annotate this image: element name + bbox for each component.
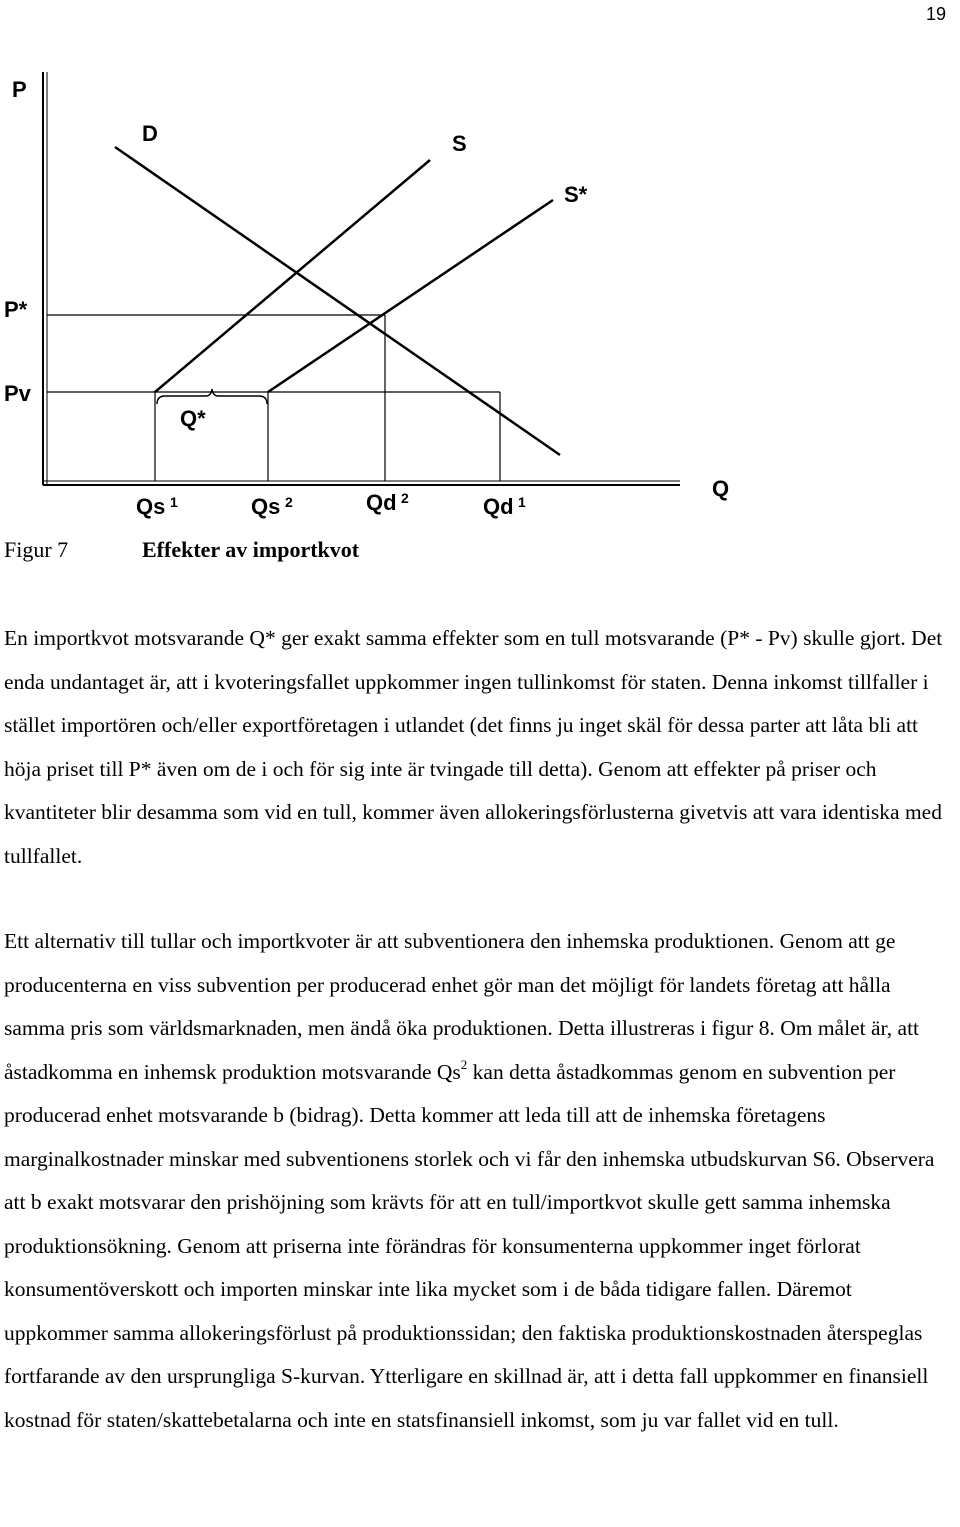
qs1-sup: 1 [170,494,178,510]
qs1-label: Qs [136,494,166,519]
y-axis-label: P [12,77,27,102]
paragraph-1: En importkvot motsvarande Q* ger exakt samma effekter som en tull motsvarande (P* - Pv) skulle gjort. Det enda undantaget är, att i kvoteringsfallet uppkommer ingen tullinkomst för staten. Denna inkomst tillfaller i stället importören och/eller exportföretagen i utlandet (det finns ju inget skäl för dessa parter att låta bli att höja priset till P* även om de i och för sig inte är tvingade till detta). Genom att effekter på priser och kvantiteter blir desamma som vid en tull, kommer även allokeringsförlusterna givetvis att vara identiska med tullfallet. [4,626,943,868]
page-number: 19 [925,4,946,24]
pv-label: Pv [4,381,31,406]
supply-star-curve [268,200,553,392]
supply-star-label: S* [564,182,588,207]
x-axis-label: Q [712,476,730,501]
paragraph-2-part-2: kan detta åstadkommas genom en subvention per producerad enhet motsvarande b (bidrag). Detta kommer att leda till att de inhemska företagens marginalkostnader minskar med subventionens storlek och vi får den inhemska utbudskurvan S6. Observera att b exakt motsvarar den prishöjning som krävts för att en tull/importkvot skulle gett samma inhemska produktionsökning. Genom att priserna inte förändras för konsumenterna uppkommer inget förlorat konsumentöverskott och importen minskar inte lika mycket som i de båda tidigare fallen. Däremot uppkommer samma allokeringsförlust på produktionssidan; den faktiska produktionskostnaden återspeglas fortfarande av den ursprungliga S-kurvan. Ytterligare en skillnad är, att i detta fall uppkommer en finansiell kostnad för staten/skattebetalarna och inte en statsfinansiell inkomst, som ju var fallet vid en tull. [4,1059,935,1432]
supply-label: S [452,131,467,156]
p-star-label: P* [4,297,28,322]
q-star-brace [157,389,267,404]
figure-7-chart [0,60,960,530]
qd2-sup: 2 [401,490,409,506]
q-star-label: Q* [180,406,206,431]
paragraph-2-superscript: 2 [460,1056,468,1072]
qs2-label: Qs [251,494,281,519]
supply-curve [155,160,430,392]
demand-label: D [142,121,158,146]
qs2-sup: 2 [285,494,293,510]
figure-label: Figur 7 [4,537,69,562]
paragraph-2-part-1: Ett alternativ till tullar och importkvoter är att subventionera den inhemska produktionen. Genom att ge producenterna en viss subvention per producerad enhet gör man det möjligt för landets företag att hålla samma pris som världsmarknaden, men ändå öka produktionen. Detta illustreras i figur 8. Om målet är, att åstadkomma en inhemsk produktion motsvarande Qs [4,929,920,1084]
qd2-label: Qd [366,490,397,515]
paragraph-2 [4,920,956,1442]
qd1-label: Qd [483,494,514,519]
figure-title: Effekter av importkvot [142,537,360,562]
qd1-sup: 1 [518,494,526,510]
